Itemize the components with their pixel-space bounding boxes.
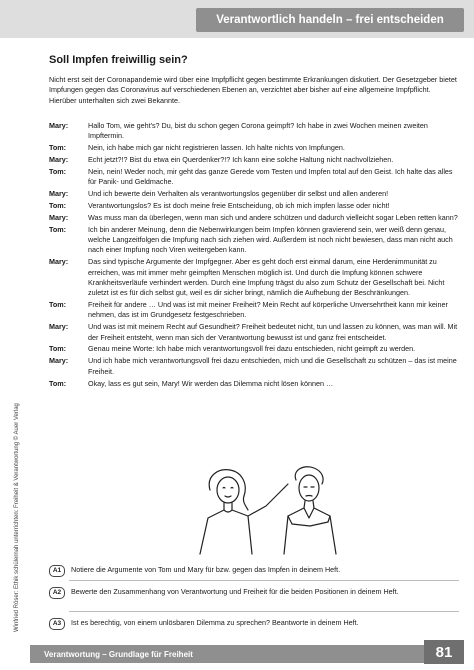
header-tag: Verantwortlich handeln – frei entscheiden [196, 8, 464, 32]
utterance: Und ich habe mich verantwortungsvoll frei dazu entschieden, mich und die Gesellschaft zu schützen – das ist meine Freiheit. [88, 356, 457, 376]
utterance: Verantwortungslos? Es ist doch meine freie Entscheidung, ob ich mich impfen lasse oder nicht! [88, 201, 390, 211]
utterance: Genau meine Worte: Ich habe mich verantwortungsvoll frei dazu entschieden, nicht geimpft zu werden. [88, 344, 416, 354]
answer-line [69, 580, 459, 581]
speaker: Mary: [49, 356, 69, 366]
dialogue-turn [49, 167, 459, 188]
task-badge: A2 [49, 587, 65, 599]
task-text: Notiere die Argumente von Tom und Mary für bzw. gegen das Impfen in deinem Heft. [71, 565, 341, 574]
speaker: Mary: [49, 155, 69, 165]
footer-bar [30, 645, 430, 663]
dialogue-turn [49, 379, 459, 389]
page-title: Soll Impfen freiwillig sein? [49, 54, 188, 66]
dialogue [49, 121, 459, 390]
task-text: Bewerte den Zusammenhang von Verantwortung und Freiheit für die beiden Positionen in deinem Heft. [71, 587, 399, 596]
utterance: Ich bin anderer Meinung, denn die Nebenwirkungen beim Impfen können gravierend sein, wer weiß denn genau, welche Langzeitfolgen die Impfung nach sich ziehen wird. Außerdem ist noch nicht bewiesen, dass man nicht auch nach einer Impfung noch Viren weitergeben kann. [88, 224, 453, 255]
task-badge: A1 [49, 565, 65, 577]
utterance: Nein, nein! Weder noch, mir geht das ganze Gerede vom Testen und Impfen total auf den Geist. Ich halte das alles für Panik- und Geldmache. [88, 166, 453, 187]
dialogue-turn [49, 300, 459, 321]
task-a2 [49, 587, 459, 599]
dialogue-turn [49, 344, 459, 354]
dialogue-turn [49, 121, 459, 142]
speaker: Mary: [49, 121, 69, 130]
utterance: Und ich bewerte dein Verhalten als verantwortungslos gegenüber dir selbst und allen anderen! [88, 189, 389, 199]
utterance: Was muss man da überlegen, wenn man sich und andere schützen und dadurch vielleicht sogar Leben retten kann? [88, 212, 458, 222]
utterance: Echt jetzt?!? Bist du etwa ein Querdenker?!? Ich kann eine solche Haltung nicht nachvollziehen. [88, 155, 394, 165]
utterance: Freiheit für andere … Und was ist mit meiner Freiheit? Mein Recht auf körperliche Unversehrtheit kann mir keiner nehmen, das ist im Grundgesetz festgeschrieben. [88, 300, 448, 320]
answer-line [69, 611, 459, 612]
utterance: Hallo Tom, wie geht's? Du, bist du schon gegen Corona geimpft? Ich habe in zwei Wochen meinen zweiten Impftermin. [88, 121, 428, 141]
intro-paragraph: Nicht erst seit der Coronapandemie wird über eine Impfpflicht gegen bestimmte Erkrankungen diskutiert. Der Gesetzgeber bietet Impfungen gegen das Coronavirus auf verschiedenen Ebenen an, verzichtet aber bisher auf eine allgemeine Impfpflicht. Hierüber unterhalten sich zwei Bekannte. [49, 75, 457, 105]
utterance: Und was ist mit meinem Recht auf Gesundheit? Freiheit bedeutet nicht, tun und lassen zu können, was man will. Mit der Freiheit entsteht, wenn man sich der Verantwortung bewusst ist und ganz frei entscheidet. [88, 322, 458, 342]
side-credit: Winfried Röser: Ethik schülernah unterrichten: Freiheit & Verantwortung © Auer Verlag [14, 403, 20, 632]
dialogue-turn [49, 189, 459, 199]
speaker: Mary: [49, 212, 69, 222]
speaker: Tom: [49, 378, 67, 388]
dialogue-turn [49, 143, 459, 153]
speaker: Tom: [49, 166, 67, 176]
utterance: Das sind typische Argumente der Impfgegner. Aber es geht doch erst einmal darum, eine Herdenimmunität zu erreichen, was mit immer mehr geimpften Menschen möglich ist. Und durch die Impfung können schwere Krankheitsverläufe verhindert werden. Durch eine Impfung trägst du also zum Schutz der Gesellschaft bei. Nicht zuletzt ist es für dich selbst gut, weil es dir sicher bringt, nämlich die Aufhebung der Beschränkungen. [88, 257, 445, 298]
task-a1 [49, 565, 459, 577]
page-number: 81 [424, 640, 464, 664]
dialogue-turn [49, 257, 459, 298]
speaker: Tom: [49, 300, 67, 310]
speaker: Tom: [49, 201, 67, 211]
header-bar [0, 0, 474, 38]
footer-text: Verantwortung – Grundlage für Freiheit [44, 649, 193, 659]
speaker: Tom: [49, 344, 67, 354]
dialogue-turn [49, 155, 459, 165]
two-people-illustration [188, 466, 348, 556]
speaker: Mary: [49, 189, 69, 199]
dialogue-turn [49, 356, 459, 377]
task-text: Ist es berechtig, von einem unlösbaren Dilemma zu sprechen? Beantworte in deinem Heft. [71, 618, 359, 627]
dialogue-turn [49, 225, 459, 256]
speaker: Mary: [49, 257, 69, 267]
speaker: Mary: [49, 322, 69, 332]
utterance: Okay, lass es gut sein, Mary! Wir werden das Dilemma nicht lösen können … [88, 378, 334, 388]
speaker: Tom: [49, 224, 67, 234]
task-a3 [49, 618, 459, 630]
utterance: Nein, ich habe mich gar nicht registrieren lassen. Ich halte nichts von Impfungen. [88, 143, 345, 153]
task-badge: A3 [49, 618, 65, 630]
speaker: Tom: [49, 143, 67, 153]
dialogue-turn [49, 213, 459, 223]
dialogue-turn [49, 201, 459, 211]
dialogue-turn [49, 322, 459, 343]
